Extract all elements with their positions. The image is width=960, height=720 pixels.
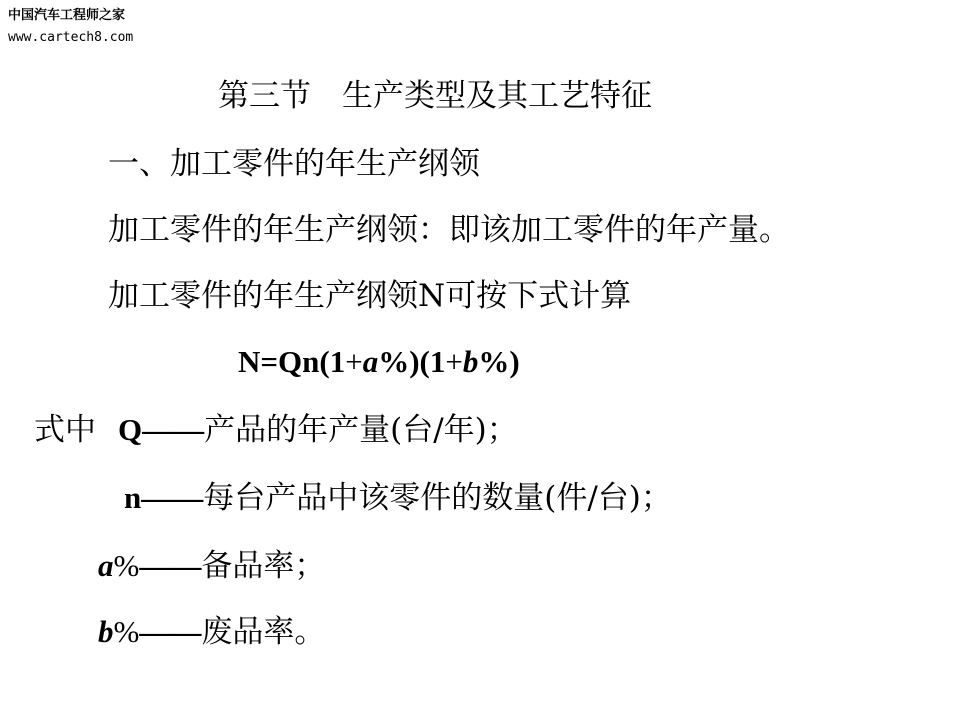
formula-part-1: N=Qn(1 xyxy=(238,344,346,379)
a-percent: % xyxy=(113,548,140,583)
n-symbol: n xyxy=(124,480,142,515)
calculation-intro: 加工零件的年生产纲领N可按下式计算 xyxy=(108,278,632,314)
b-dash: —— xyxy=(139,614,202,649)
formula-var-b: b xyxy=(462,344,479,379)
where-prefix: 式中 xyxy=(34,412,96,448)
n-definition xyxy=(124,478,672,518)
a-symbol: a xyxy=(98,548,114,583)
formula xyxy=(238,342,520,382)
watermark-site-name: 中国汽车工程师之家 xyxy=(8,8,126,23)
n-text: 每台产品中该零件的数量(件/台)； xyxy=(203,480,672,516)
formula-plus-1: + xyxy=(345,344,363,379)
a-dash: —— xyxy=(139,548,202,583)
b-percent: % xyxy=(113,614,140,649)
formula-plus-2: + xyxy=(445,344,463,379)
section-heading: 一、加工零件的年生产纲领 xyxy=(108,146,480,182)
n-dash: —— xyxy=(141,480,204,515)
watermark-url: www.cartech8.com xyxy=(8,30,134,45)
definition-text: 加工零件的年生产纲领：即该加工零件的年产量。 xyxy=(108,212,790,248)
b-text: 废品率。 xyxy=(201,614,326,650)
where-text: 产品的年产量(台/年)； xyxy=(204,412,518,448)
formula-part-3: %) xyxy=(478,344,520,379)
slide-title: 第三节 生产类型及其工艺特征 xyxy=(218,78,652,114)
b-definition xyxy=(98,612,325,652)
formula-part-2: %)(1 xyxy=(378,344,446,379)
a-definition xyxy=(98,546,325,586)
where-dash: —— xyxy=(142,412,205,447)
where-q-definition xyxy=(34,410,518,450)
where-symbol-q: Q xyxy=(118,412,143,447)
a-text: 备品率； xyxy=(201,548,326,584)
b-symbol: b xyxy=(98,614,114,649)
formula-var-a: a xyxy=(362,344,379,379)
